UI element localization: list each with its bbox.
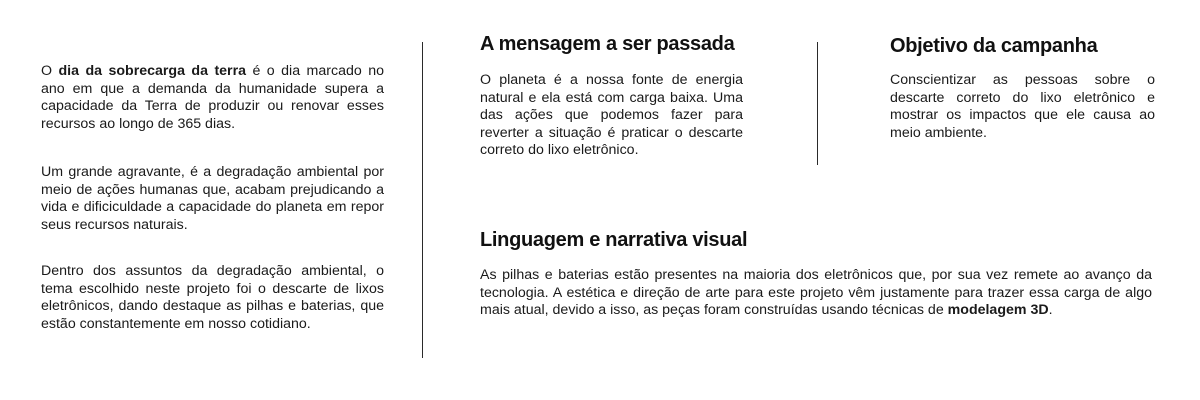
linguagem-paragraph: [480, 267, 1152, 320]
intro-paragraph-1: [41, 63, 384, 133]
intro-paragraph-2: Um grande agravante, é a degradação ambiental por meio de ações humanas que, acabam prejudicando a vida e dificiculdade a capacidade do planeta em repor seus recursos naturais.: [41, 164, 384, 233]
objetivo-heading: Objetivo da campanha: [890, 35, 1098, 57]
intro-p1-suffix: é o dia marcado no ano em que a demanda da humanidade supera a capacidade da Terra de produzir ou renovar esses recursos ao longo de 365 dias.: [41, 63, 384, 132]
linguagem-heading: Linguagem e narrativa visual: [480, 229, 748, 251]
intro-p1-bold: dia da sobrecarga da terra: [58, 63, 246, 79]
linguagem-text-bold: modelagem 3D: [947, 302, 1049, 319]
intro-text-block-3: [41, 263, 384, 333]
mensagem-paragraph: O planeta é a nossa fonte de energia natural e ela está com carga baixa. Uma das ações que podemos fazer para reverter a situação é praticar o descarte correto do lixo eletrônico.: [480, 72, 743, 159]
intro-text-block: [41, 63, 384, 133]
top-divider: [817, 42, 818, 165]
linguagem-text: [480, 267, 1152, 320]
linguagem-text-end: .: [1048, 302, 1053, 319]
left-divider: [422, 42, 423, 358]
objetivo-text: [890, 72, 1155, 142]
intro-text-block-2: [41, 164, 384, 234]
mensagem-text: [480, 72, 743, 160]
objetivo-paragraph: Conscientizar as pessoas sobre o descarte correto do lixo eletrônico e mostrar os impactos que ele causa ao meio ambiente.: [890, 72, 1155, 141]
intro-paragraph-3: Dentro dos assuntos da degradação ambiental, o tema escolhido neste projeto foi o descarte de lixos eletrônicos, dando destaque as pilhas e baterias, que estão constantemente em nosso cotidiano.: [41, 263, 384, 332]
mensagem-heading: A mensagem a ser passada: [480, 33, 735, 55]
intro-p1-prefix: O: [41, 63, 59, 79]
linguagem-text-main: As pilhas e baterias estão presentes na maioria dos eletrônicos que, por sua vez remete ao avanço da tecnologia. A estética e direção de arte para este projeto vêm justamente para trazer essa carga de algo mais atual, devido a isso, as peças foram construídas usando técnicas de: [480, 267, 1152, 319]
